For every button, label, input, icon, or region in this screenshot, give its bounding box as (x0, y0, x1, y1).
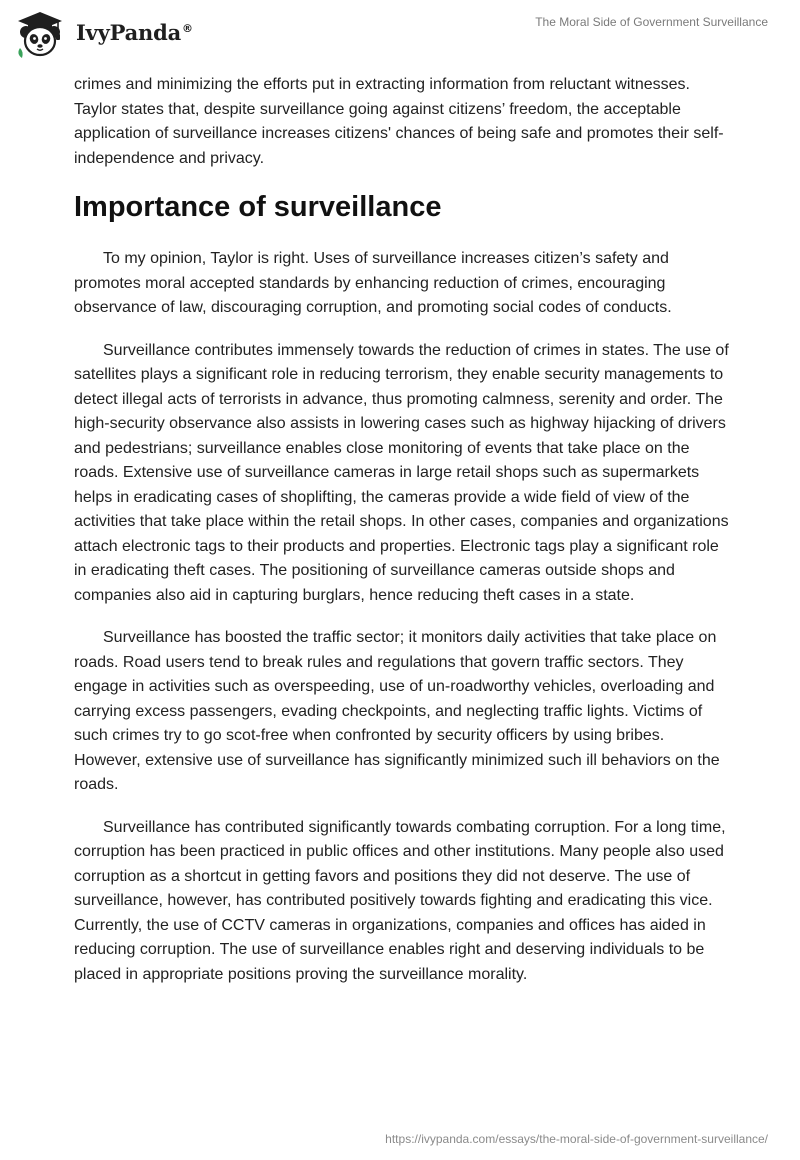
intro-paragraph: crimes and minimizing the efforts put in extracting information from reluctant witnesses. Taylor states that, despite surveillance going against citizens’ freedom, the acceptable application of surveillance increases citizens' chances of being safe and promotes their self-independence and privacy. (74, 76, 724, 167)
page-header (0, 0, 800, 72)
article-body (74, 73, 734, 1005)
body-paragraph: Surveillance contributes immensely towards the reduction of crimes in states. The use of satellites plays a significant role in reducing terrorism, they enable security managements to detect illegal acts of terrorists in advance, thus promoting calmness, serenity and order. The high-security observance also assists in lowering cases such as highway hijacking of drivers and pedestrians; surveillance enables close monitoring of events that take place on the roads. Extensive use of surveillance cameras in large retail shops such as supermarkets helps in eradicating cases of shoplifting, the cameras provide a wide field of view of the activities that take place within the retail shops. In other cases, companies and organizations attach electronic tags to their products and properties. Electronic tags play a significant role in eradicating theft cases. The positioning of surveillance cameras outside shops and companies also aid in capturing burglars, hence reducing theft cases in a state. (74, 341, 729, 604)
source-url-link[interactable]: https://ivypanda.com/essays/the-moral-side-of-government-surveillance/ (385, 1132, 768, 1146)
document-title: The Moral Side of Government Surveillance (535, 15, 768, 29)
body-paragraph: Surveillance has contributed significantly towards combating corruption. For a long time, corruption has been practiced in public offices and other institutions. Many people also used corruption as a shortcut in getting favors and positions they did not deserve. The use of surveillance, however, has contributed positively towards fighting and eradicating this vice. Currently, the use of CCTV cameras in organizations, companies and offices has aided in reducing corruption. The use of surveillance enables right and deserving individuals to be placed in appropriate positions proving the surveillance morality. (74, 818, 726, 983)
body-paragraph: Surveillance has boosted the traffic sector; it monitors daily activities that take place on roads. Road users tend to break rules and regulations that govern traffic sectors. They engage in activities such as overspeeding, use of un-roadworthy vehicles, overloading and carrying excess passengers, evading checkpoints, and neglecting traffic lights. Victims of such crimes try to go scot-free when confronted by security officers by using bribes. However, extensive use of surveillance has significantly minimized such ill behaviors on the roads. (74, 629, 720, 793)
panda-graduate-icon (14, 8, 66, 60)
section-heading: Importance of surveillance (74, 191, 442, 223)
registered-mark: ® (182, 21, 193, 35)
ivypanda-logo[interactable] (14, 8, 193, 60)
brand-name: IvyPanda® (76, 19, 193, 45)
body-paragraph: To my opinion, Taylor is right. Uses of surveillance increases citizen’s safety and promotes moral accepted standards by enhancing reduction of crimes, encouraging observance of law, discouraging corruption, and promoting social codes of conducts. (74, 250, 672, 316)
